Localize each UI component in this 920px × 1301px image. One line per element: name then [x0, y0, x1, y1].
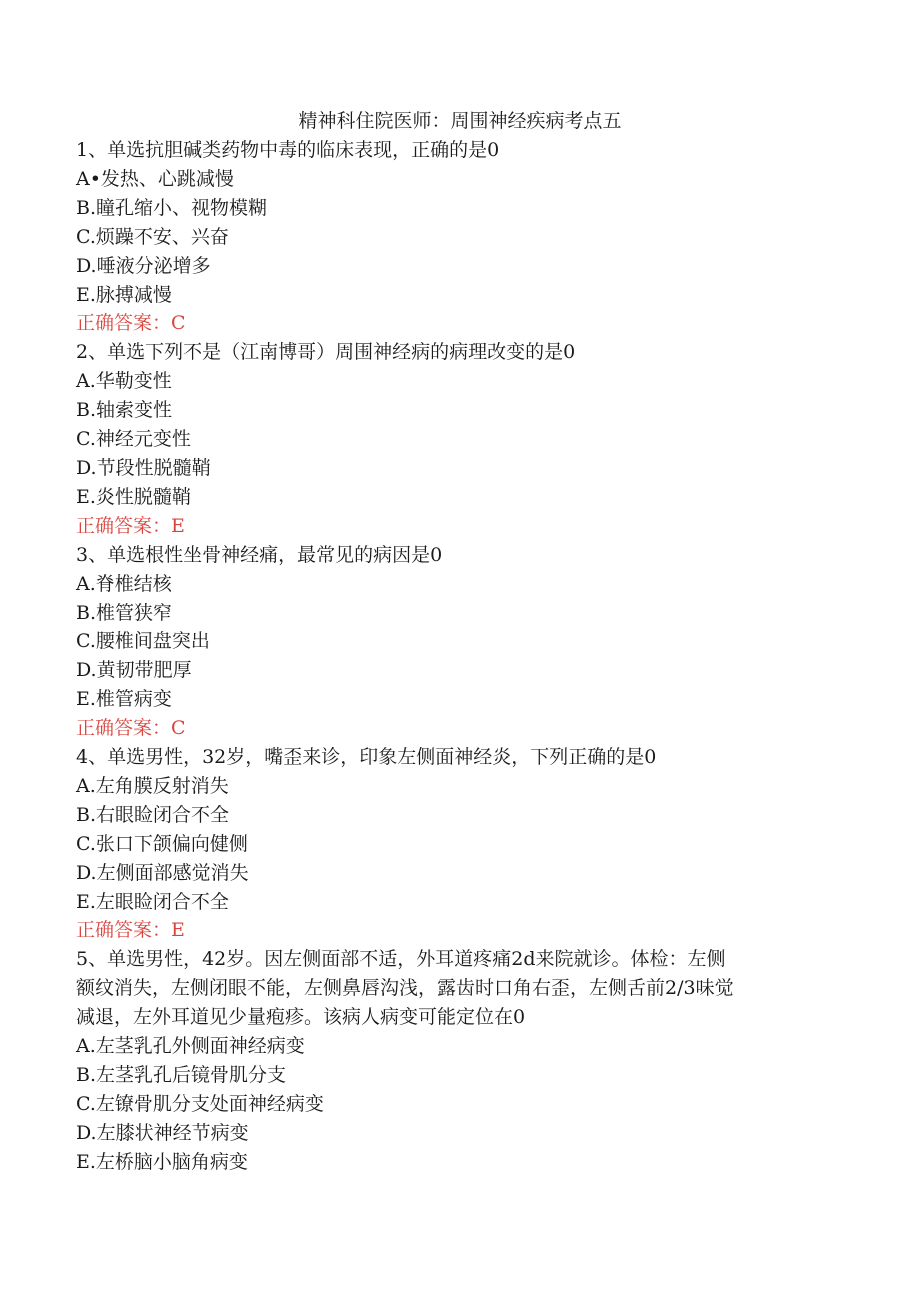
- answer-value: E: [171, 514, 185, 537]
- option-b: B.左茎乳孔后镜骨肌分支: [76, 1064, 287, 1086]
- question-stem-line-3: 减退，左外耳道见少量疱疹。该病人病变可能定位在0: [76, 1006, 526, 1029]
- question-list: [76, 136, 856, 1177]
- option-c: C.张口下颌偏向健侧: [76, 832, 248, 855]
- correct-answer: [76, 512, 856, 541]
- question-stem: 2、单选下列不是（江南博哥）周围神经病的病理改变的是0: [76, 341, 576, 364]
- answer-value: C: [171, 717, 186, 740]
- option-e: E.脉搏减慢: [76, 283, 172, 306]
- option-a: A.脊椎结核: [76, 572, 172, 595]
- option-b: B.轴索变性: [76, 399, 173, 422]
- answer-value: C: [171, 312, 186, 335]
- option-b: B.瞳孔缩小、视物模糊: [76, 196, 268, 219]
- option-b: B.右眼睑闭合不全: [76, 803, 230, 826]
- question-stem: 4、单选男性，32岁，嘴歪来诊，印象左侧面神经炎，下列正确的是0: [76, 746, 657, 769]
- option-c: C.腰椎间盘突出: [76, 630, 210, 653]
- option-c: C.左镣骨肌分支处面神经病变: [76, 1092, 324, 1115]
- question-5: [76, 945, 856, 1176]
- answer-label: 正确答案：: [76, 312, 172, 335]
- option-e: E.左桥脑小脑角病变: [76, 1150, 248, 1173]
- document-title: 精神科住院医师：周围神经疾病考点五: [298, 110, 622, 132]
- question-2: [76, 338, 856, 540]
- answer-value: E: [171, 919, 185, 942]
- option-d: D.左膝状神经节病变: [76, 1121, 249, 1144]
- option-e: E.椎管病变: [76, 688, 172, 711]
- correct-answer: [76, 916, 856, 945]
- question-1: [76, 136, 856, 338]
- correct-answer: [76, 714, 856, 743]
- option-d: D.黄韧带肥厚: [76, 659, 192, 682]
- option-d: D.唾液分泌增多: [76, 254, 211, 277]
- question-stem-line-2: 额纹消失，左侧闭眼不能，左侧鼻唇沟浅，露齿时口角右歪，左侧舌前2/3味觉: [76, 977, 734, 1000]
- answer-label: 正确答案：: [76, 919, 172, 942]
- option-c: C.烦躁不安、兴奋: [76, 225, 229, 248]
- answer-label: 正确答案：: [76, 717, 172, 740]
- question-stem: 3、单选根性坐骨神经痛，最常见的病因是0: [76, 543, 443, 566]
- correct-answer: [76, 309, 856, 338]
- option-d: D.节段性脱髓鞘: [76, 456, 211, 479]
- option-a: A.左角膜反射消失: [76, 774, 229, 797]
- option-d: D.左侧面部感觉消失: [76, 861, 249, 884]
- option-a: A•发热、心跳减慢: [76, 167, 234, 190]
- question-4: [76, 743, 856, 945]
- answer-label: 正确答案：: [76, 514, 172, 537]
- option-a: A.左茎乳孔外侧面神经病变: [76, 1035, 305, 1058]
- option-e: E.炎性脱髓鞘: [76, 485, 191, 508]
- question-stem: 1、单选抗胆碱类药物中毒的临床表现，正确的是0: [76, 139, 500, 161]
- option-b: B.椎管狭窄: [76, 601, 173, 624]
- question-3: [76, 541, 856, 743]
- option-c: C.神经元变性: [76, 428, 191, 451]
- option-e: E.左眼睑闭合不全: [76, 890, 229, 913]
- option-a: A.华勒变性: [76, 370, 172, 393]
- question-stem-line-1: 5、单选男性，42岁。因左侧面部不适，外耳道疼痛2d来院就诊。体检：左侧: [76, 948, 726, 971]
